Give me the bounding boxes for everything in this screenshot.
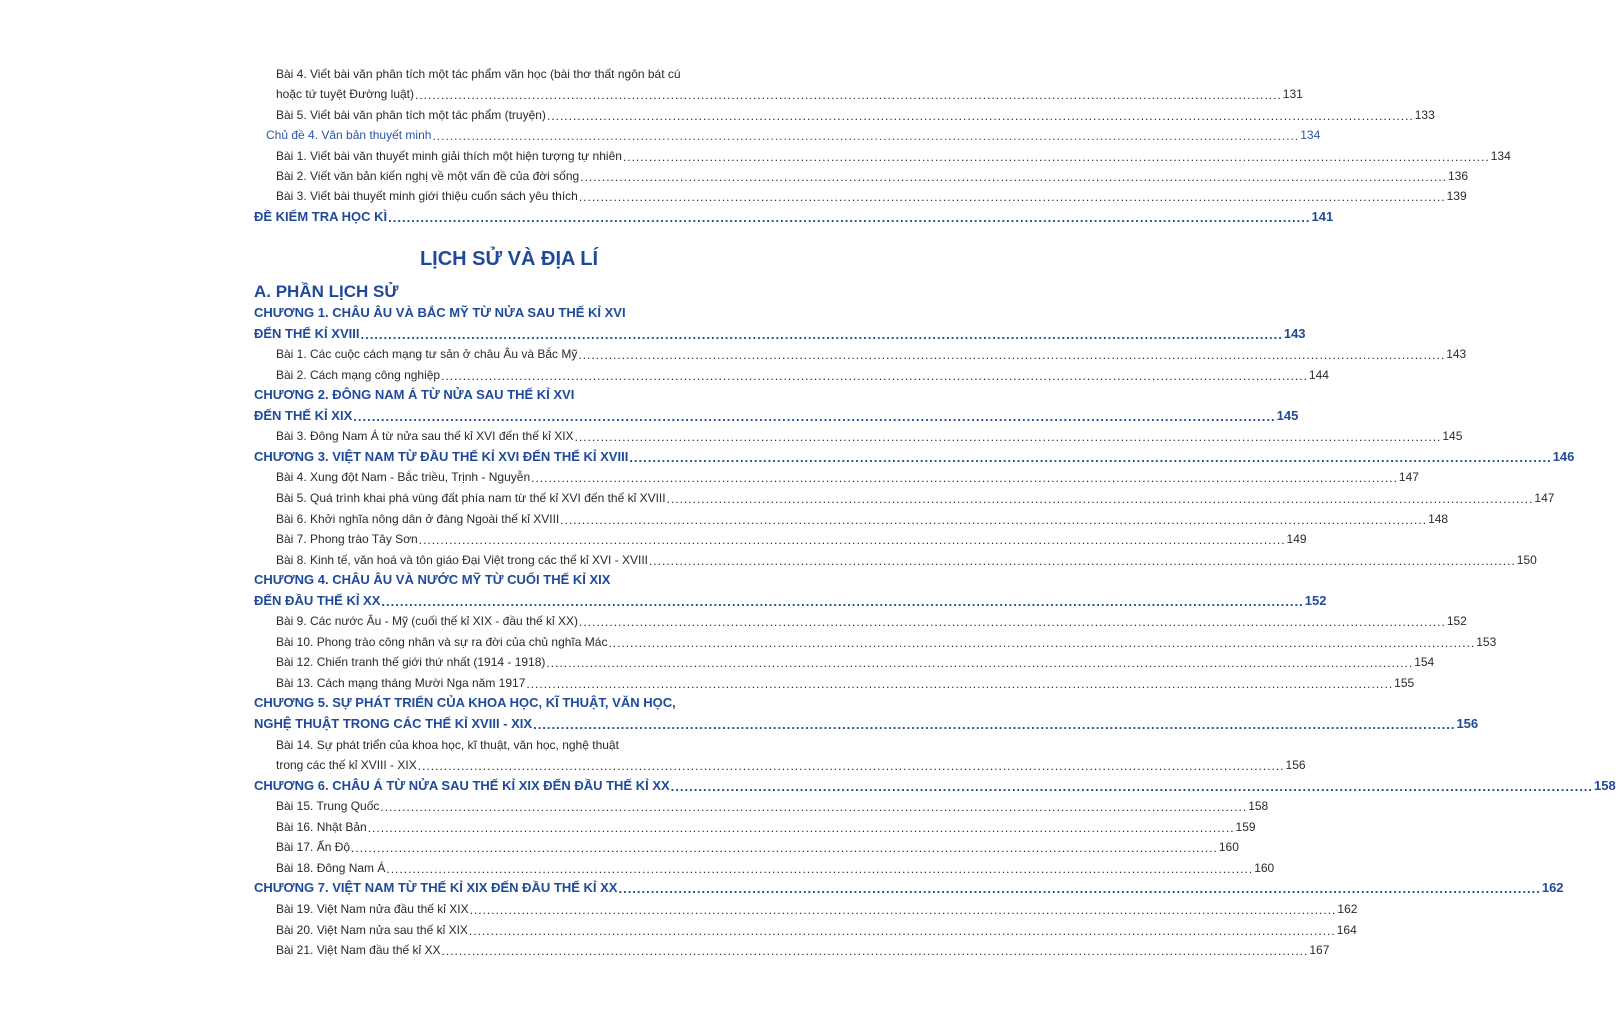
dot-leader: ........................................................................................................................................................................................................ <box>578 348 1446 363</box>
dot-leader: ........................................................................................................................................................................................................ <box>432 129 1300 144</box>
dot-leader: ........................................................................................................................................................................................................ <box>360 326 1283 342</box>
toc-page-number: 159 <box>1235 819 1256 834</box>
toc-entry-text: CHƯƠNG 1. CHÂU ÂU VÀ BẮC MỸ TỪ NỬA SAU THẾ KỈ XVI <box>254 305 626 320</box>
toc-lesson-row <box>276 793 1269 815</box>
toc-lesson-row <box>276 81 1303 103</box>
toc-entry-text: Bài 17. Ấn Độ <box>276 840 351 855</box>
toc-chapter-row <box>254 444 1575 465</box>
toc-page-number: 156 <box>1285 758 1306 773</box>
toc-entry-text: Bài 18. Đông Nam Á <box>276 860 386 875</box>
toc-lesson-row <box>276 485 1555 506</box>
toc-entry-text: ĐẾN THẾ KỈ XVIII <box>254 325 360 341</box>
dot-leader: ........................................................................................................................................................................................................ <box>649 553 1516 568</box>
dot-leader: ........................................................................................................................................................................................................ <box>580 170 1447 184</box>
toc-chapter-row <box>254 321 1306 342</box>
dot-leader: ........................................................................................................................................................................................................ <box>351 841 1218 856</box>
dot-leader: ........................................................................................................................................................................................................ <box>608 635 1476 650</box>
toc-lesson-row <box>276 362 1329 383</box>
toc-page-number: 164 <box>1336 922 1357 937</box>
dot-leader: ........................................................................................................................................................................................................ <box>415 88 1282 103</box>
toc-page-number: 152 <box>1446 614 1467 629</box>
toc-page-number: 136 <box>1447 169 1469 183</box>
toc-page-number: 162 <box>1337 901 1358 916</box>
toc-entry-text: Bài 2. Cách mạng công nghiệp <box>276 367 441 382</box>
toc-page-number: 145 <box>1276 407 1299 423</box>
toc-page-number: 147 <box>1398 470 1419 485</box>
dot-leader: ........................................................................................................................................................................................................ <box>386 861 1254 876</box>
part-heading-text: A. PHẦN LỊCH SỬ <box>254 282 399 301</box>
toc-entry-text: Bài 7. Phong trào Tây Sơn <box>276 532 418 547</box>
dot-leader: ........................................................................................................................................................................................................ <box>526 676 1394 691</box>
toc-page-number: 150 <box>1516 552 1537 567</box>
dot-leader: ........................................................................................................................................................................................................ <box>531 471 1398 486</box>
dot-leader: ........................................................................................................................................................................................................ <box>533 717 1456 732</box>
toc-page-number: 131 <box>1282 87 1303 102</box>
toc-entry-text: Bài 14. Sự phát triển của khoa học, kĩ thuật, văn học, nghệ thuật <box>276 737 619 752</box>
dot-leader: ........................................................................................................................................................................................................ <box>670 778 1594 794</box>
toc-entry-text: ĐẾN THẾ KỈ XIX <box>254 407 353 423</box>
toc-lesson-row <box>276 61 764 81</box>
toc-entry-text: trong các thế kỉ XVIII - XIX <box>276 758 417 773</box>
toc-page-number: 158 <box>1594 777 1616 793</box>
dot-leader: ........................................................................................................................................................................................................ <box>546 108 1414 123</box>
toc-page-number: 144 <box>1308 367 1329 382</box>
section-title: LỊCH SỬ VÀ ĐỊA LÍ <box>419 248 599 270</box>
toc-lesson-row <box>276 752 1306 774</box>
toc-entry-text: Bài 1. Các cuộc cách mạng tư sản ở châu Âu và Bắc Mỹ <box>276 347 578 362</box>
toc-chapter-row <box>254 711 1479 732</box>
toc-lesson-row <box>276 629 1497 650</box>
dot-leader: ........................................................................................................................................................................................................ <box>618 881 1541 897</box>
toc-chapter-row <box>254 690 764 710</box>
dot-leader: ........................................................................................................................................................................................................ <box>574 430 1442 445</box>
dot-leader: ........................................................................................................................................................................................................ <box>353 408 1276 424</box>
toc-entry-text: Bài 13. Cách mạng tháng Mười Nga năm 1917 <box>276 675 526 690</box>
dot-leader: ........................................................................................................................................................................................................ <box>666 491 1534 506</box>
toc-chapter-row <box>254 875 1564 897</box>
toc-page-number: 167 <box>1309 943 1330 958</box>
toc-topic-row <box>266 122 1321 144</box>
toc-entry-text: Bài 1. Viết bài văn thuyết minh giải thích một hiện tượng tự nhiên <box>276 148 622 163</box>
dot-leader: ........................................................................................................................................................................................................ <box>578 190 1446 205</box>
toc-chapter-row <box>254 403 1299 424</box>
toc-page-number: 162 <box>1541 880 1564 896</box>
toc-entry-text: Bài 15. Trung Quốc <box>276 799 380 814</box>
toc-lesson-row <box>276 608 1467 630</box>
toc-entry-text: NGHỆ THUẬT TRONG CÁC THẾ KỈ XVIII - XIX <box>254 716 533 731</box>
dot-leader: ........................................................................................................................................................................................................ <box>468 923 1336 938</box>
toc-lesson-row <box>276 649 1435 671</box>
toc-lesson-row <box>276 526 1307 548</box>
dot-leader: ........................................................................................................................................................................................................ <box>579 615 1446 630</box>
toc-page-number: 143 <box>1446 347 1467 362</box>
toc-lesson-row <box>276 896 1358 917</box>
toc-page-number: 146 <box>1552 448 1575 464</box>
toc-lesson-row <box>276 423 1463 445</box>
toc-page-number: 147 <box>1534 490 1555 505</box>
dot-leader: ........................................................................................................................................................................................................ <box>441 944 1309 959</box>
toc-lesson-row <box>276 547 1537 568</box>
toc-entry-text: CHƯƠNG 2. ĐÔNG NAM Á TỪ NỬA SAU THẾ KỈ XVI <box>254 387 575 403</box>
toc-chapter-row <box>254 204 1334 225</box>
dot-leader: ........................................................................................................................................................................................................ <box>622 149 1490 164</box>
toc-page-number: 153 <box>1476 634 1497 649</box>
dot-leader: ........................................................................................................................................................................................................ <box>629 449 1552 465</box>
toc-entry-text: CHƯƠNG 4. CHÂU ÂU VÀ NƯỚC MỸ TỪ CUỐI THẾ KỈ XIX <box>254 572 611 588</box>
toc-page-number: 149 <box>1286 532 1307 547</box>
dot-leader: ........................................................................................................................................................................................................ <box>441 368 1308 383</box>
toc-page-number: 160 <box>1218 840 1239 855</box>
toc-page-number: 160 <box>1254 860 1275 875</box>
toc-lesson-row <box>276 732 764 752</box>
toc-entry-text: Bài 6. Khởi nghĩa nông dân ở đàng Ngoài thế kỉ XVIII <box>276 511 560 526</box>
toc-lesson-row <box>276 506 1449 527</box>
toc-page-number: 139 <box>1446 189 1467 204</box>
dot-leader: ........................................................................................................................................................................................................ <box>380 800 1248 815</box>
toc-lesson-row <box>276 163 1469 184</box>
toc-page-number: 148 <box>1428 511 1449 526</box>
toc-entry-text: Bài 21. Việt Nam đầu thế kỉ XX <box>276 943 441 958</box>
toc-chapter-row <box>254 567 764 587</box>
toc-entry-text: CHƯƠNG 3. VIỆT NAM TỪ ĐẦU THẾ KỈ XVI ĐẾN THẾ KỈ XVIII <box>254 448 629 464</box>
toc-entry-text: CHƯƠNG 5. SỰ PHÁT TRIỂN CỦA KHOA HỌC, KĨ THUẬT, VĂN HỌC, <box>254 695 676 711</box>
part-heading <box>254 278 764 302</box>
toc-entry-text: Bài 2. Viết văn bản kiến nghị về một vấn đề của đời sống <box>276 169 580 183</box>
toc-page-number: 156 <box>1456 716 1479 731</box>
toc-entry-text: CHƯƠNG 7. VIỆT NAM TỪ THẾ KỈ XIX ĐẾN ĐẦU THẾ KỈ XX <box>254 880 618 896</box>
toc-entry-text: CHƯƠNG 6. CHÂU Á TỪ NỬA SAU THẾ KỈ XIX ĐẾN ĐẦU THẾ KỈ XX <box>254 777 670 793</box>
toc-entry-text: Bài 9. Các nước Âu - Mỹ (cuối thế kỉ XIX - đầu thế kỉ XX) <box>276 614 579 629</box>
toc-lesson-row <box>276 183 1467 205</box>
toc-entry-text: Bài 4. Viết bài văn phân tích một tác phẩm văn học (bài thơ thất ngôn bát cú <box>276 67 681 81</box>
toc-entry-text: Bài 3. Viết bài thuyết minh giới thiệu cuốn sách yêu thích <box>276 189 578 204</box>
toc-page-number: 141 <box>1311 208 1334 224</box>
dot-leader: ........................................................................................................................................................................................................ <box>469 902 1337 917</box>
toc-entry-text: Bài 12. Chiến tranh thế giới thứ nhất (1914 - 1918) <box>276 655 546 670</box>
toc-lesson-row <box>276 670 1415 691</box>
toc-entry-text: Bài 20. Việt Nam nửa sau thế kỉ XIX <box>276 922 468 937</box>
toc-page-number: 145 <box>1442 429 1463 444</box>
dot-leader: ........................................................................................................................................................................................................ <box>546 656 1414 671</box>
toc-entry-text: Bài 5. Quá trình khai phá vùng đất phía nam từ thế kỉ XVI đến thế kỉ XVIII <box>276 490 666 505</box>
toc-entry-text: Chủ đề 4. Văn bản thuyết minh <box>266 128 432 143</box>
toc-entry-text: ĐỀ KIỂM TRA HỌC KÌ <box>254 208 388 224</box>
toc-page-number: 158 <box>1248 799 1269 814</box>
toc-lesson-row <box>276 102 1435 123</box>
toc-entry-text: Bài 10. Phong trào công nhân và sự ra đời của chủ nghĩa Mác <box>276 634 608 649</box>
toc-entry-text: Bài 5. Viết bài văn phân tích một tác phẩm (truyện) <box>276 107 546 122</box>
toc-lesson-row <box>276 937 1330 959</box>
dot-leader: ........................................................................................................................................................................................................ <box>388 209 1311 225</box>
toc-entry-text: Bài 8. Kinh tế, văn hoá và tôn giáo Đại Việt trong các thế kỉ XVI - XVIII <box>276 552 648 567</box>
toc-lesson-row <box>276 341 1467 363</box>
toc-page-number: 152 <box>1304 592 1327 608</box>
toc-lesson-row <box>276 464 1419 486</box>
toc-lesson-row <box>276 917 1357 938</box>
dot-leader: ........................................................................................................................................................................................................ <box>367 820 1235 835</box>
dot-leader: ........................................................................................................................................................................................................ <box>417 759 1285 774</box>
dot-leader: ........................................................................................................................................................................................................ <box>418 533 1286 548</box>
toc-entry-text: Bài 16. Nhật Bản <box>276 819 367 834</box>
toc-page-number: 134 <box>1490 148 1511 163</box>
toc-entry-text: ĐẾN ĐẦU THẾ KỈ XX <box>254 592 381 608</box>
toc-lesson-row <box>276 855 1275 876</box>
toc-entry-text: hoặc tứ tuyệt Đường luật) <box>276 87 414 102</box>
toc-page-number: 154 <box>1414 655 1435 670</box>
toc-chapter-row <box>254 773 1616 794</box>
toc-chapter-row <box>254 588 1327 609</box>
toc-entry-text: Bài 19. Việt Nam nửa đầu thế kỉ XIX <box>276 901 469 916</box>
toc-page-number: 133 <box>1414 107 1435 122</box>
toc-lesson-row <box>276 143 1511 164</box>
toc-page-number: 134 <box>1300 128 1321 143</box>
toc-page-number: 155 <box>1394 675 1415 690</box>
dot-leader: ........................................................................................................................................................................................................ <box>560 512 1428 527</box>
toc-lesson-row <box>276 834 1239 856</box>
toc-entry-text: Bài 3. Đông Nam Á từ nửa sau thế kỉ XVI đến thế kỉ XIX <box>276 429 574 444</box>
toc-entry-text: Bài 4. Xung đột Nam - Bắc triều, Trịnh - Nguyễn <box>276 470 531 485</box>
toc-chapter-row <box>254 300 764 320</box>
toc-lesson-row <box>276 814 1256 835</box>
dot-leader: ........................................................................................................................................................................................................ <box>381 593 1304 609</box>
toc-chapter-row <box>254 382 764 402</box>
toc-page-number: 143 <box>1283 325 1306 341</box>
